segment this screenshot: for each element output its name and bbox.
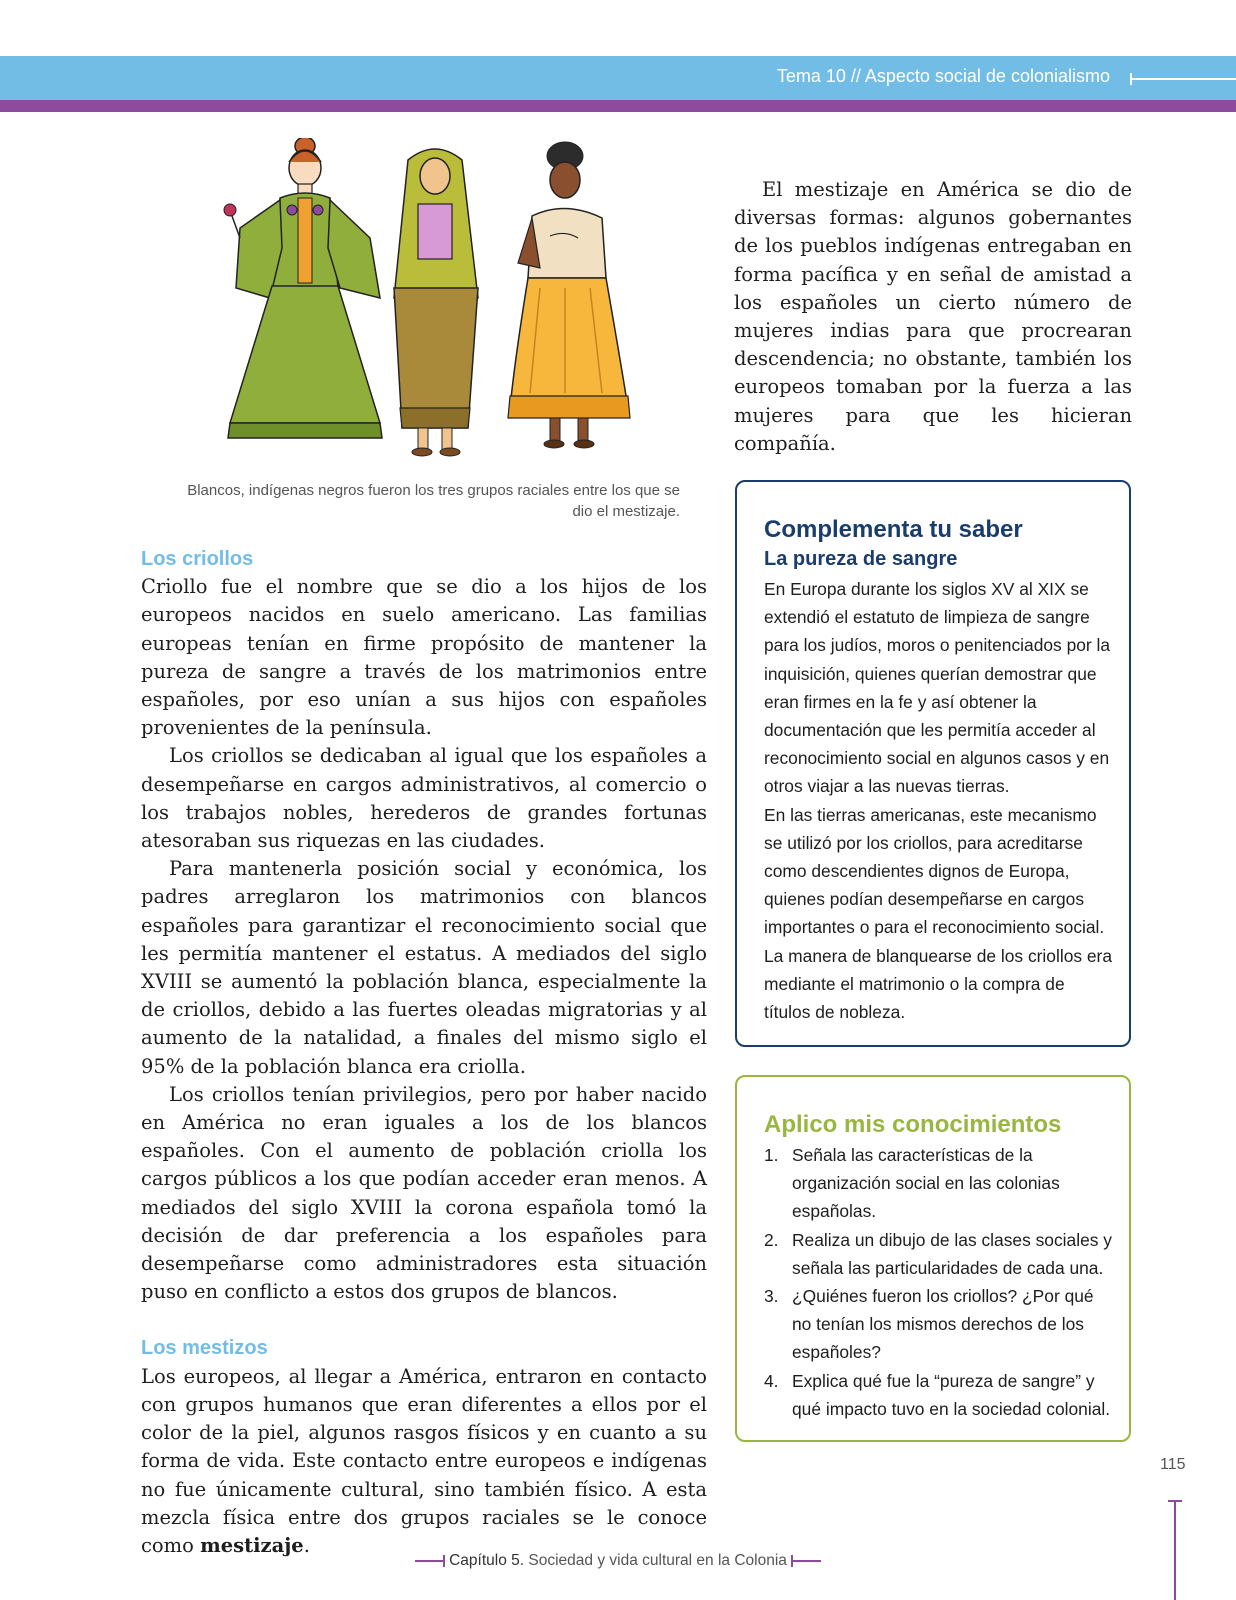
aplico-question (764, 1282, 1114, 1367)
three-women-illustration (210, 138, 680, 468)
footer-chapter (0, 1552, 1236, 1570)
footer-chapter-label: Capítulo 5. (449, 1552, 525, 1569)
question-text: Realiza un dibujo de las clases sociales y señala las particularidades de cada una. (792, 1229, 1112, 1278)
aplico-question (764, 1141, 1114, 1226)
criollos-paragraph-2: Los criollos se dedicaban al igual que los españoles a desempeñarse en cargos administrativos, al comercio o los trabajos nobles, herederos de grandes fortunas atesoraban sus riquezas en las ciudades. (141, 744, 707, 853)
intro-paragraph (734, 176, 1132, 458)
question-text: Señala las características de la organización social en las colonias españolas. (792, 1145, 1060, 1222)
mestizos-end: . (303, 1533, 310, 1557)
aplico-question (764, 1226, 1114, 1282)
complementa-subtitle: La pureza de sangre (764, 548, 958, 570)
main-column (141, 545, 707, 1560)
figure-caption: Blancos, indígenas negros fueron los tres grupos raciales entre los que se dio el mestizaje. (187, 482, 680, 520)
question-text: Explica qué fue la “pureza de sangre” y qué impacto tuvo en la sociedad colonial. (792, 1370, 1111, 1419)
criollos-heading: Los criollos (141, 548, 254, 570)
header-accent-band (0, 100, 1236, 112)
criollos-paragraph-3: Para mantenerla posición social y económica, los padres arreglaron los matrimonios con blancos españoles para garantizar el reconocimiento social que les permitía mantener el estatus. A mediados del siglo XVIII se aumentó la población blanca, especialmente la de criollos, debido a las fuertes oleadas migratorias y al aumento de la natalidad, a finales del mismo siglo el 95% de la población blanca era criolla. (141, 857, 707, 1078)
page-number: 115 (1160, 1456, 1186, 1473)
question-number: 1. (764, 1145, 779, 1165)
complementa-box (735, 480, 1131, 1047)
intro-text: El mestizaje en América se dio de diversas formas: algunos gobernantes de los pueblos indígenas entregaban en forma pacífica y en señal de amistad a los españoles un cierto número de mujeres indias para que procrearan descendencia; no obstante, también los europeos tomaban por la fuerza a las mujeres para que les hicieran compañía. (734, 178, 1132, 455)
criollos-paragraph-4: Los criollos tenían privilegios, pero por haber nacido en América no eran iguales a los de los blancos españoles. Con el aumento de población criolla los cargos públicos a los que podían acceder eran menos. A mediados del siglo XVIII la corona española tomó la decisión de dar preferencia a los españoles para desempeñarse como administradores esta situación puso en conflicto a estos dos grupos de blancos. (141, 1082, 707, 1304)
complementa-paragraph-3: La manera de blanquearse de los criollos era mediante el matrimonio o la compra de títulos de nobleza. (764, 945, 1113, 1023)
footer-rule-left (415, 1560, 445, 1562)
criollos-paragraph-1: Criollo fue el nombre que se dio a los hijos de los europeos nacidos en suelo americano. Las familias europeas tenían en firme propósito de mantener la pureza de sangre a través de los matrimonios entre españoles, por eso unían a sus hijos con españoles provenientes de la península. (141, 575, 707, 740)
complementa-title: Complementa tu saber (764, 516, 1023, 543)
complementa-paragraph-2: En las tierras americanas, este mecanismo se utilizó por los criollos, para acreditarse como descendientes dignos de Europa, quienes podían desempeñarse en cargos importantes o para el reconocimiento social. (764, 804, 1105, 938)
mestizaje-term: mestizaje (200, 1533, 304, 1557)
footer-rule-right (791, 1560, 821, 1562)
header-rule (1130, 78, 1236, 80)
mestizos-paragraph (141, 1363, 707, 1560)
african-woman-figure (508, 142, 630, 448)
aplico-box (735, 1075, 1131, 1442)
indigenous-woman-figure (394, 149, 478, 456)
question-number: 3. (764, 1286, 779, 1307)
complementa-paragraph-1: En Europa durante los siglos XV al XIX se extendió el estatuto de limpieza de sangre para los judíos, moros o penitenciados por la inquisición, quienes querían demostrar que eran firmes en la fe y así obtener la documentación que les permitía acceder al reconocimiento social en algunos casos y en otros viajar a las nuevas tierras. (764, 579, 1111, 797)
mestizos-text: Los europeos, al llegar a América, entraron en contacto con grupos humanos que eran diferentes a ellos por el color de la piel, algunos rasgos físicos y en cuanto a su forma de vida. Este contacto entre europeos e indígenas no fue únicamente cultural, sino también físico. A esta mezcla física entre dos grupos raciales se le conoce como (141, 1364, 707, 1557)
question-number: 4. (764, 1370, 779, 1391)
question-number: 2. (764, 1229, 779, 1250)
aplico-question (764, 1367, 1114, 1423)
question-text: ¿Quiénes fueron los criollos? ¿Por qué no tenían los mismos derechos de los españoles? (792, 1286, 1094, 1363)
aplico-question-list (764, 1141, 1114, 1423)
european-woman-figure (224, 138, 382, 438)
aplico-title: Aplico mis conocimientos (764, 1111, 1062, 1138)
footer-chapter-title: Sociedad y vida cultural en la Colonia (528, 1552, 787, 1569)
mestizos-heading: Los mestizos (141, 1337, 268, 1360)
header-title: Tema 10 // Aspecto social de colonialismo (776, 66, 1110, 86)
margin-rule (1174, 1500, 1176, 1600)
